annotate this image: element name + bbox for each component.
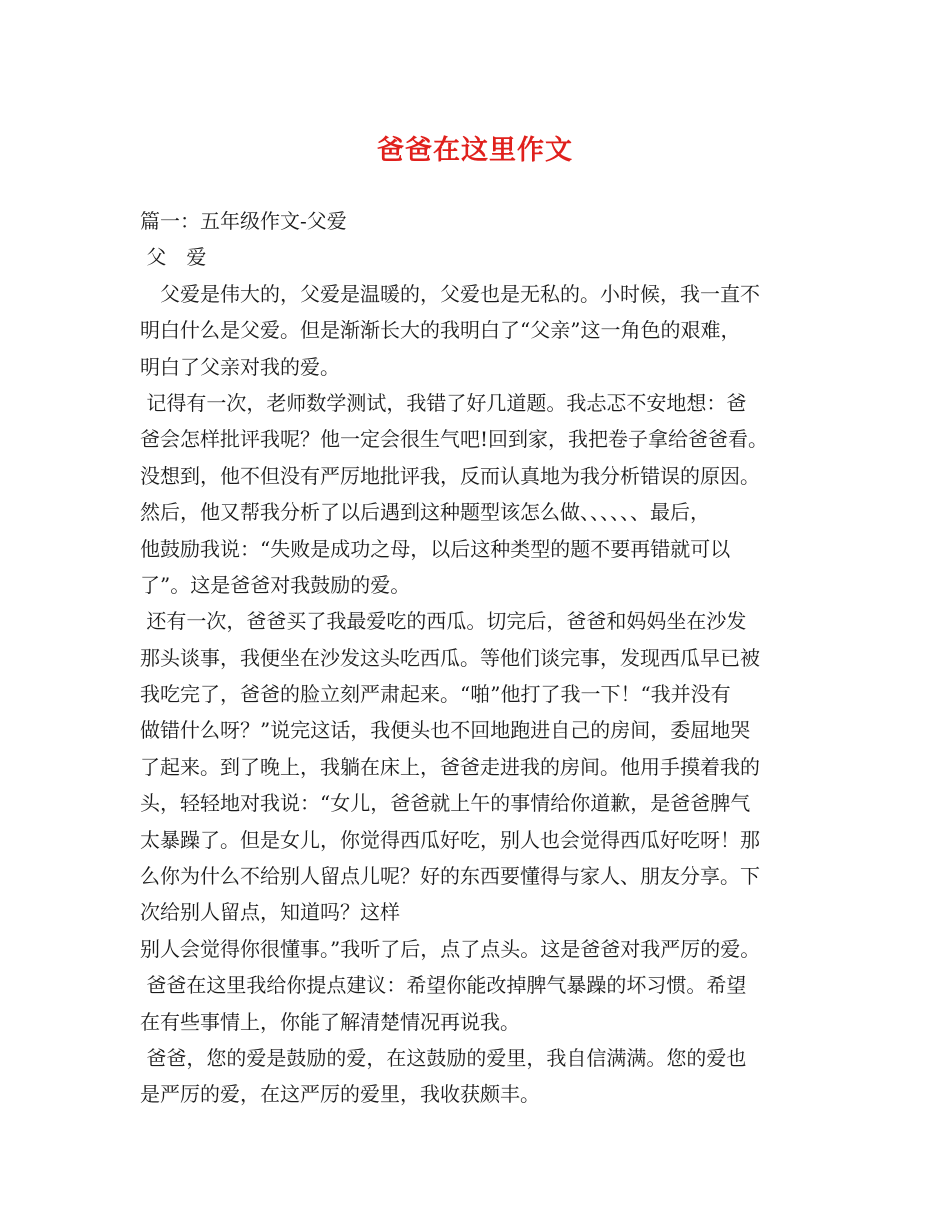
body-line: 别人会觉得你很懂事。”我听了后，点了点头。这是爸爸对我严厉的爱。: [140, 936, 761, 961]
body-line: 父爱是伟大的，父爱是温暖的，父爱也是无私的。小时候，我一直不: [140, 281, 760, 306]
body-line: 在有些事情上，你能了解清楚情况再说我。: [140, 1009, 520, 1034]
body-line: 爸爸，您的爱是鼓励的爱，在这鼓励的爱里，我自信满满。您的爱也: [140, 1045, 747, 1070]
body-line: 父 爱: [140, 245, 207, 270]
document-body: [140, 203, 830, 1113]
body-line: 那头谈事，我便坐在沙发这头吃西瓜。等他们谈完事，发现西瓜早已被: [140, 645, 760, 670]
body-line: 明白了父亲对我的爱。: [140, 354, 340, 379]
body-line: 么你为什么不给别人留点儿呢？好的东西要懂得与家人、朋友分享。下: [140, 864, 760, 889]
body-line: 还有一次，爸爸买了我最爱吃的西瓜。切完后，爸爸和妈妈坐在沙发: [140, 609, 747, 634]
body-line: 我吃完了，爸爸的脸立刻严肃起来。“啪”他打了我一下！“我并没有: [140, 682, 731, 707]
body-line: 篇一：五年级作文-父爱: [140, 209, 347, 233]
body-line: 了起来。到了晚上，我躺在床上，爸爸走进我的房间。他用手摸着我的: [140, 754, 760, 779]
body-line: 是严厉的爱，在这严厉的爱里，我收获颇丰。: [140, 1082, 540, 1107]
body-line: 明白什么是父爱。但是渐渐长大的我明白了“父亲”这一角色的艰难，: [140, 318, 741, 343]
body-line: 太暴躁了。但是女儿，你觉得西瓜好吃，别人也会觉得西瓜好吃呀！那: [140, 827, 760, 852]
body-line: 次给别人留点，知道吗？这样: [140, 900, 400, 925]
body-line: 了”。这是爸爸对我鼓励的爱。: [140, 572, 411, 597]
document-title: 爸爸在这里作文: [377, 135, 573, 166]
body-line: 做错什么呀？”说完这话，我便头也不回地跑进自己的房间，委屈地哭: [140, 718, 751, 743]
body-line: 记得有一次，老师数学测试，我错了好几道题。我忐忑不安地想：爸: [140, 390, 747, 415]
body-line: 头，轻轻地对我说：“女儿，爸爸就上午的事情给你道歉，是爸爸脾气: [140, 791, 751, 816]
body-line: 没想到，他不但没有严厉地批评我，反而认真地为我分析错误的原因。: [140, 463, 760, 488]
body-line: 他鼓励我说：“失败是成功之母，以后这种类型的题不要再错就可以: [140, 536, 731, 561]
body-line: 然后，他又帮我分析了以后遇到这种题型该怎么做、、、、、、最后，: [140, 500, 710, 525]
body-line: 爸会怎样批评我呢？他一定会很生气吧!回到家，我把卷子拿给爸爸看。: [140, 427, 769, 452]
body-line: 爸爸在这里我给你提点建议：希望你能改掉脾气暴躁的坏习惯。希望: [140, 973, 747, 998]
